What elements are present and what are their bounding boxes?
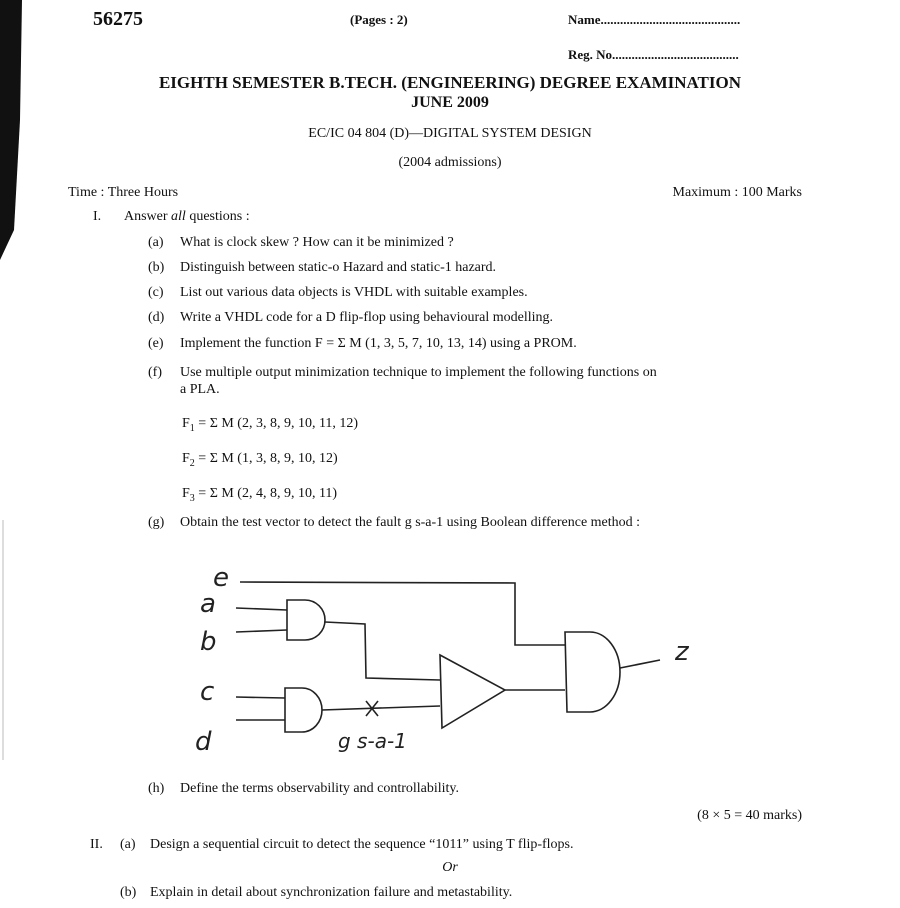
wire-e xyxy=(240,582,565,645)
question-label: (a) xyxy=(120,837,136,852)
label-d: d xyxy=(195,727,212,757)
wire-gate1-out xyxy=(325,622,440,680)
reg-no-field: Reg. No....................................... xyxy=(568,47,739,62)
and-gate-2 xyxy=(285,688,322,732)
function-f1: $F_1 = \Sigma$ M (2, 3, 8, 9, 10, 11, 12) xyxy=(182,416,359,434)
wires-a-b xyxy=(236,608,287,632)
exam-date: JUNE 2009 xyxy=(411,94,489,111)
section-1-number: I. xyxy=(93,209,102,224)
name-field: Name........................................... xyxy=(568,12,741,27)
question-label: (g) xyxy=(148,515,165,530)
question-label: (d) xyxy=(148,310,165,325)
question-text: Define the terms observability and controllability. xyxy=(180,781,460,796)
label-z: z xyxy=(675,637,689,667)
section-1-instruction: Answer all questions : xyxy=(124,209,250,224)
wire-g xyxy=(322,706,440,710)
question-text: Use multiple output minimization technique to implement the following functions on xyxy=(180,365,657,380)
question-label: (e) xyxy=(148,336,164,351)
question-label: (c) xyxy=(148,285,164,300)
question-text: What is clock skew ? How can it be minimized ? xyxy=(180,235,454,250)
admissions: (2004 admissions) xyxy=(398,155,502,170)
question-text: Obtain the test vector to detect the fault g s-a-1 using Boolean difference method : xyxy=(180,515,641,530)
section-2-number: II. xyxy=(90,837,103,852)
question-label: (f) xyxy=(148,365,162,380)
max-marks: Maximum : 100 Marks xyxy=(672,185,802,200)
question-text: Implement the function F = Σ M (1, 3, 5, 7, 10, 13, 14) using a PROM. xyxy=(180,336,577,351)
question-text: Write a VHDL code for a D flip-flop using behavioural modelling. xyxy=(180,310,554,325)
label-a: a xyxy=(200,589,216,619)
course-title: EC/IC 04 804 (D)—DIGITAL SYSTEM DESIGN xyxy=(308,126,592,141)
wire-z xyxy=(620,660,660,668)
and-gate-3 xyxy=(565,632,620,712)
question-text-cont: a PLA. xyxy=(180,382,220,397)
or-separator: Or xyxy=(442,860,458,875)
question-label: (b) xyxy=(148,260,165,275)
label-b: b xyxy=(200,627,217,657)
label-e: e xyxy=(213,563,229,593)
time-label: Time : Three Hours xyxy=(68,185,179,200)
label-c: c xyxy=(200,677,215,707)
question-text: Explain in detail about synchronization failure and metastability. xyxy=(150,885,513,900)
question-label: (b) xyxy=(120,885,137,900)
question-text: List out various data objects is VHDL with suitable examples. xyxy=(180,285,528,300)
question-text: Design a sequential circuit to detect the sequence “1011” using T flip-flops. xyxy=(150,837,574,852)
pages-count: (Pages : 2) xyxy=(350,12,408,27)
function-f3: $F_3 = \Sigma$ M (2, 4, 8, 9, 10, 11) xyxy=(182,486,338,504)
question-label: (h) xyxy=(148,781,165,796)
question-text: Distinguish between static-o Hazard and static-1 hazard. xyxy=(180,260,497,275)
question-label: (a) xyxy=(148,235,164,250)
paper-code: 56275 xyxy=(93,8,143,30)
section-1-marks: (8 × 5 = 40 marks) xyxy=(697,808,802,823)
exam-title: EIGHTH SEMESTER B.TECH. (ENGINEERING) DEGREE EXAMINATION xyxy=(158,73,742,92)
function-f2: $F_2 = \Sigma$ M (1, 3, 8, 9, 10, 12) xyxy=(182,451,338,469)
buffer-gate xyxy=(440,655,505,728)
wires-c-d xyxy=(236,697,285,720)
label-fault: g s-a-1 xyxy=(338,729,407,753)
and-gate-1 xyxy=(287,600,325,640)
